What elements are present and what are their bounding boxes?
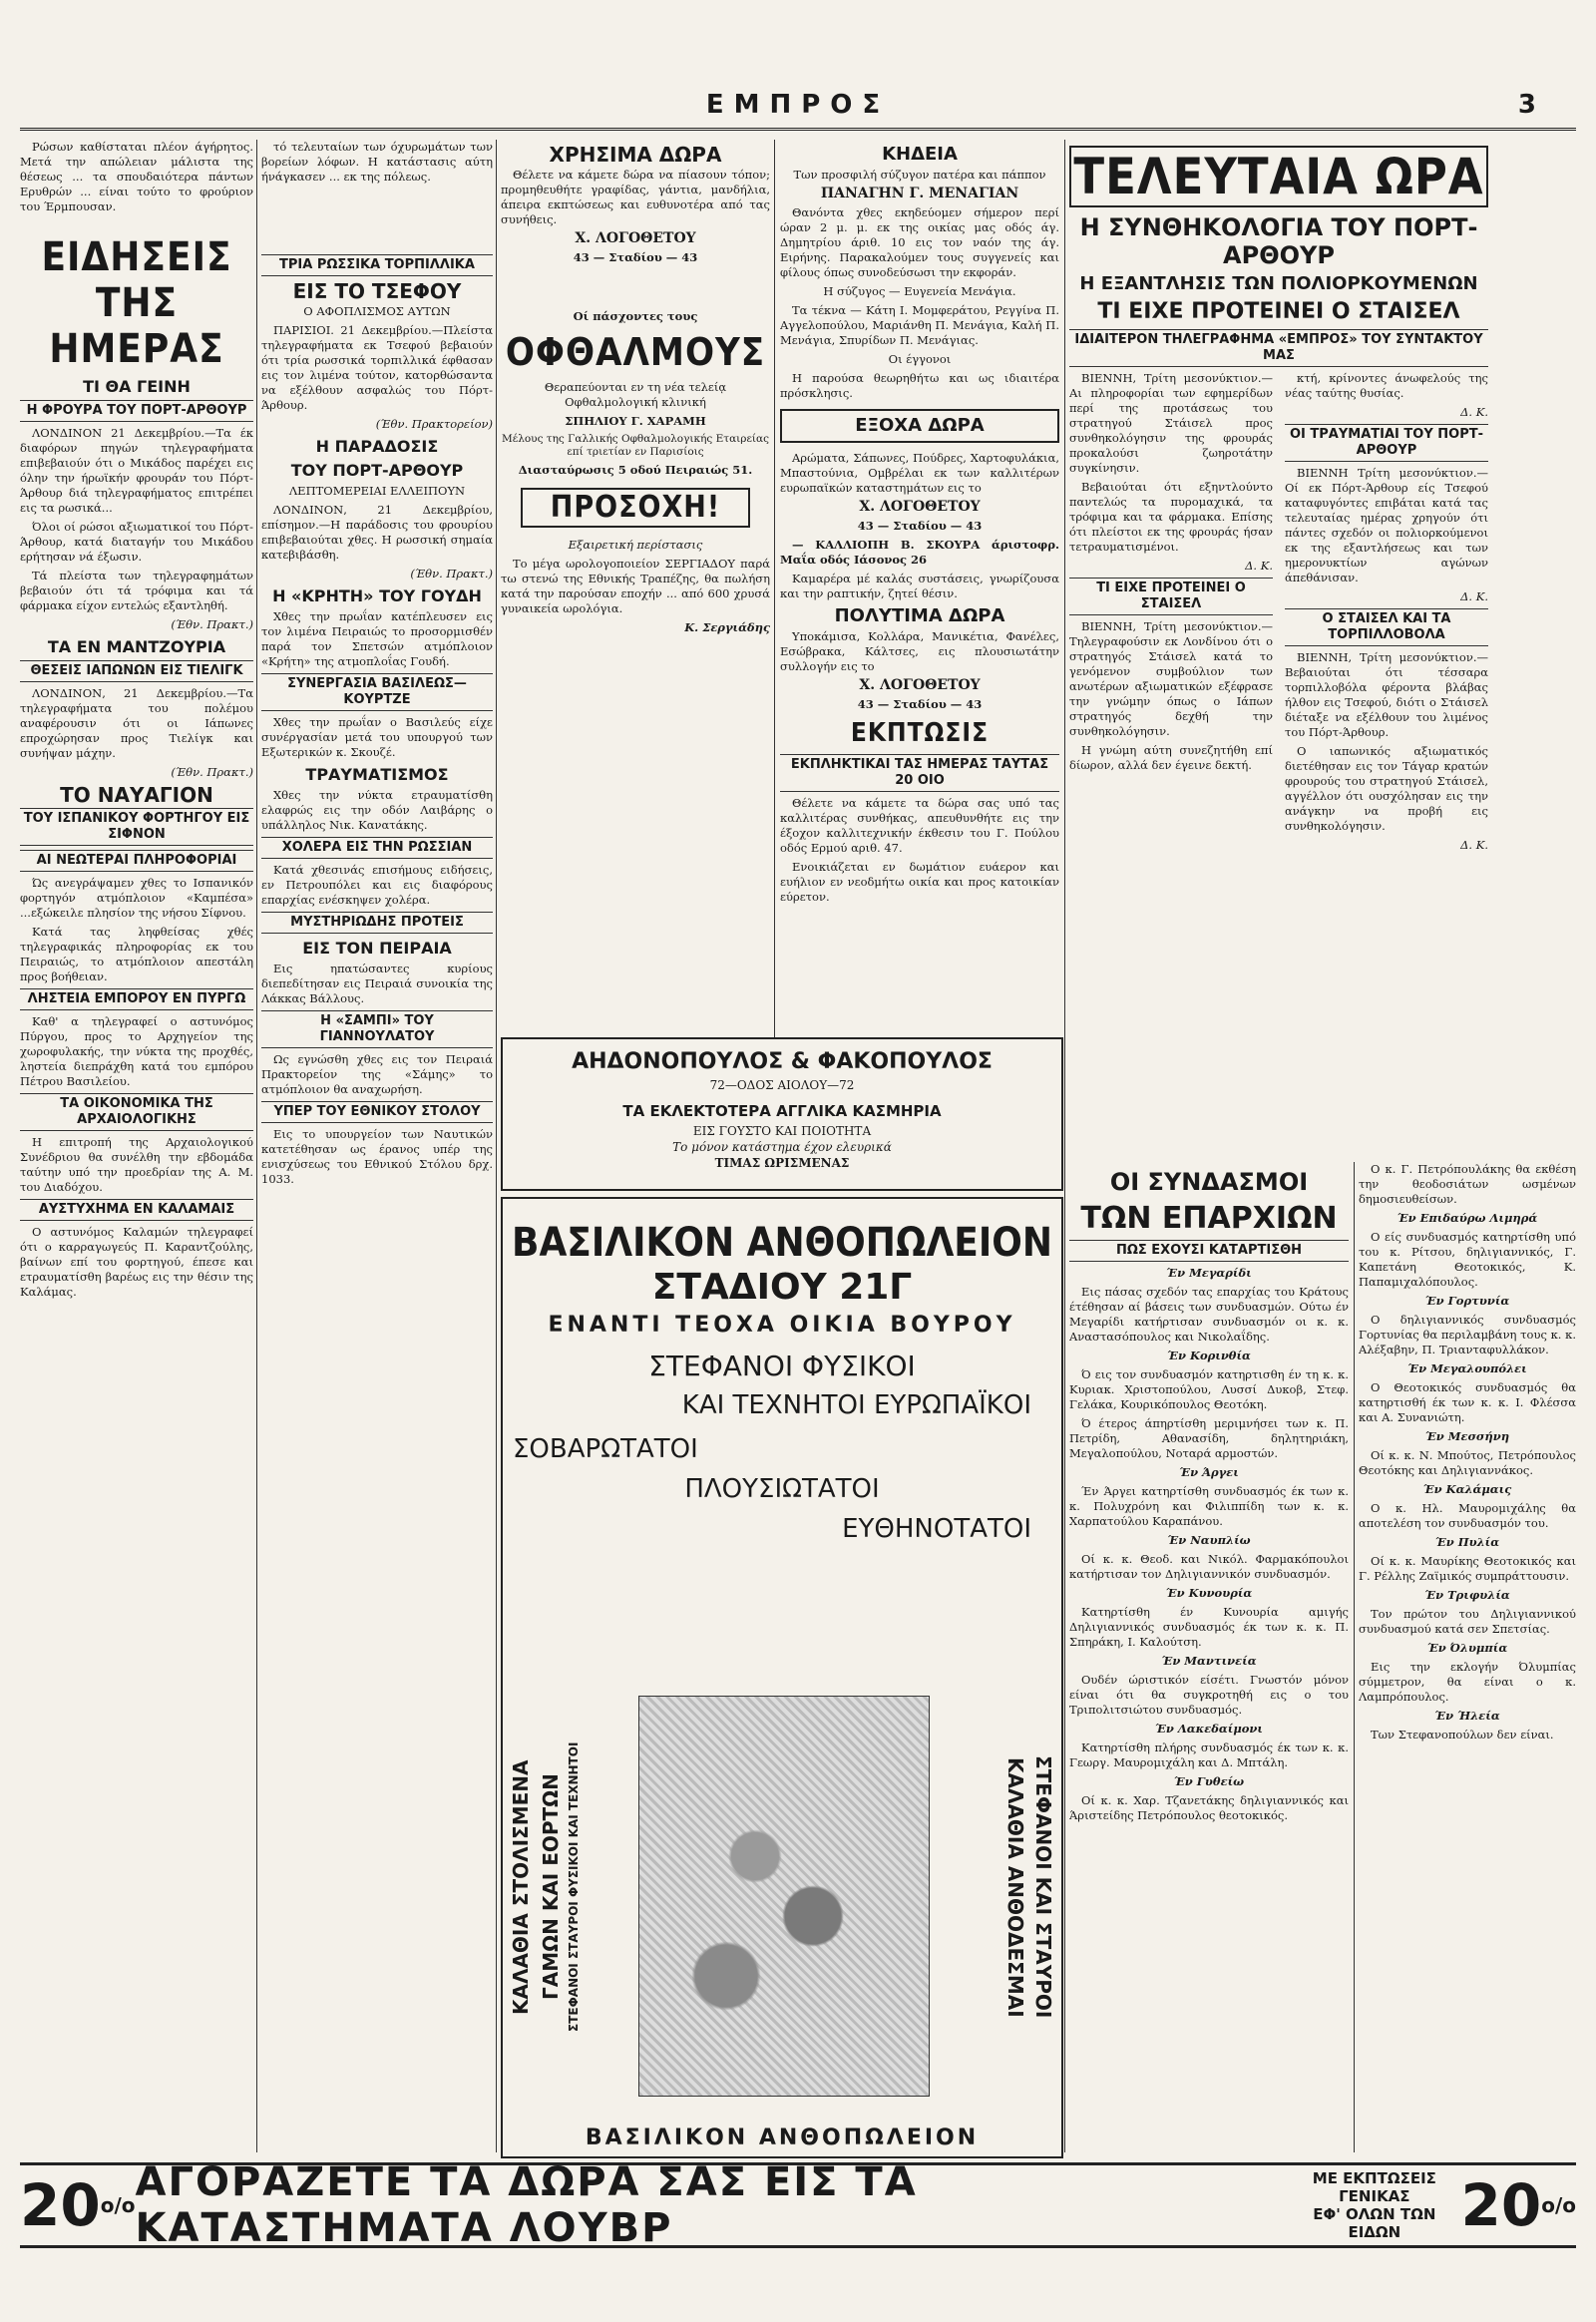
- discount-number: 20: [20, 2171, 101, 2239]
- article-text: Ο αστυνόμος Καλαμών τηλεγραφεί ότι ο καρραγωγεύς Π. Καραντζούλης, βαίνων επί του φορτηγού, έπεσε και ετραυματίσθη βαρέως εις την θέσιν της Καλάμας.: [20, 1225, 253, 1299]
- ad-vertical-text: ΣΤΕΦΑΝΟΙ ΚΑΙ ΣΤΑΥΡΟΙ: [1031, 1755, 1055, 2019]
- signature: Δ. Κ.: [1460, 589, 1488, 603]
- subheadline: Ο ΑΦΟΠΛΙΣΜΟΣ ΑΥΤΩΝ: [303, 304, 451, 318]
- ad-text: ΤΑ ΕΚΛΕΚΤΟΤΕΡΑ ΑΓΓΛΙΚΑ ΚΑΣΜΗΡΙΑ: [622, 1102, 942, 1120]
- region-heading: Έν Ήλεία: [1434, 1709, 1500, 1723]
- article-text: Η επιτροπή της Αρχαιολογικού Συνέδριου θα συνέλθη την εβδομάδα ταύτην υπό την προεδρίαν της Α. Μ. του Διαδόχου.: [20, 1135, 253, 1194]
- ad-text: ΕΥΘΗΝΟΤΑΤΟΙ: [842, 1514, 1031, 1544]
- source-credit: (Έθν. Πρακτορείον): [375, 417, 493, 431]
- region-heading: Έν Άργει: [1179, 1465, 1239, 1479]
- ad-title: ΟΦΘΑΛΜΟΥΣ: [505, 330, 766, 374]
- notice-text: Των προσφιλή σύζυγον πατέρα και πάππον: [793, 168, 1046, 182]
- percent-sign: o/o: [1541, 2193, 1576, 2217]
- ad-text: ΚΑΙ ΤΕΧΝΗΤΟΙ ΕΥΡΩΠΑΪΚΟΙ: [681, 1390, 1031, 1420]
- article-text: Οί κ. κ. Θεοδ. και Νικόλ. Φαρμακόπουλοι κατήρτισαν τον Δηλιγιαννικόν συνδυασμόν.: [1069, 1552, 1349, 1581]
- article-text: Εις πάσας σχεδόν τας επαρχίας του Κράτους έτέθησαν αί βάσεις των συνδυασμών. Ούτω έν Μεγαρίδι κατήρτισαν συνδυασμόν οι κ. κ. Αναστασόπουλος και Νικολαΐδης.: [1069, 1285, 1349, 1344]
- article-text: Οί κ. κ. Μαυρίκης Θεοτοκικός και Γ. Ρέλλης Ζαϊμικός συμπράττουσιν.: [1359, 1554, 1576, 1583]
- ad-footer: ΒΑΣΙΛΙΚΟΝ ΑΝΘΟΠΩΛΕΙΟΝ: [585, 2126, 980, 2150]
- article-text: Ο είς συνδυασμός κατηρτίσθη υπό του κ. Ρίτσου, δηλιγιαννικός, Γ. Καπετάνη Θεοτοκικός, Κ. Παπαμιχαλόπουλος.: [1359, 1230, 1576, 1289]
- column-7: [1359, 1162, 1576, 2152]
- ad-title: ΠΡΟΣΟΧΗ!: [521, 488, 750, 528]
- headline: ΤΙ ΕΙΧΕ ΠΡΟΤΕΙΝΕΙ Ο ΣΤΑΙΣΕΛ: [1069, 578, 1273, 615]
- ad-name: ΣΠΗΛΙΟΥ Γ. ΧΑΡΑΜΗ: [565, 414, 706, 428]
- ad-text: ΤΙΜΑΣ ΩΡΙΣΜΕΝΑΣ: [714, 1156, 850, 1170]
- headline: ΤΡΑΥΜΑΤΙΣΜΟΣ: [305, 765, 449, 784]
- article-text: Τον πρώτον του Δηλιγιαννικού συνδυασμού κατά σεν Σπετσίας.: [1359, 1607, 1576, 1636]
- source-credit: (Έθν. Πρακτ.): [171, 617, 253, 631]
- region-heading: Έν Γυθείω: [1173, 1774, 1245, 1788]
- article-text: ΒΙΕΝΝΗ, Τρίτη μεσονύκτιον.—Τηλεγραφούσιν εκ Λονδίνου ότι ο στρατηγός Στάισελ κατά το γενόμενον συμβούλιον των ανωτέρων αξιωματικών εξέφρασε την γνώμην όπως ο Ιάπων στρατηγός δεχθή την συνθηκολόγησιν.: [1069, 619, 1273, 738]
- ad-text: Οί πάσχοντες τους: [573, 309, 698, 323]
- headline: Η «ΚΡΗΤΗ» ΤΟΥ ΓΟΥΔΗ: [272, 586, 482, 605]
- subheadline: ΤΟΥ ΙΣΠΑΝΙΚΟΥ ΦΟΡΤΗΓΟΥ ΕΙΣ ΣΙΦΝΟΝ: [20, 808, 253, 846]
- article-text: Όλοι οί ρώσοι αξιωματικοί του Πόρτ-Άρθουρ, κατά διαταγήν του Μικάδου ερήτησαν νά έξωσιν.: [20, 520, 253, 564]
- article-text: Ό έτερος άπηρτίσθη μεριμνήσει των κ. Π. Πετρίδη, Αθανασίδη, δηλητηριάκη, Μεγαλοπούλου, Νοταρά αρμοστών.: [1069, 1416, 1349, 1460]
- article-text: Ο ιαπωνικός αξιωματικός διετέθησαν εις τον Τάγαρ κρατών φρουρούς του στρατηγού Στάισελ, αγγέλλον ότι ουσχόλησαν εις την ανάγκην να προβή εις συνθηκολόγησιν.: [1285, 744, 1488, 833]
- region-heading: Έν Πυλία: [1434, 1535, 1500, 1549]
- ad-address: 72—ΟΔΟΣ ΑΙΟΛΟΥ—72: [709, 1078, 855, 1092]
- headline: ΤΟ ΝΑΥΑΓΙΟΝ: [60, 783, 213, 807]
- headline: ΟΙ ΤΡΑΥΜΑΤΙΑΙ ΤΟΥ ΠΟΡΤ-ΑΡΘΟΥΡ: [1285, 424, 1488, 462]
- article-text: Κατά τας ληφθείσας χθές τηλεγραφικάς πληροφορίας εκ του Πειραιώς, το ατμόπλοιον απεστάλη προς βοήθειαν.: [20, 925, 253, 983]
- column-rule: [496, 140, 497, 2152]
- article-text: Ώς ανεγράψαμεν χθες το Ισπανικόν φορτηγόν ατμόπλοιον «Καμπέσα» ...εξώκειλε πλησίον της νήσου Σίφνου.: [20, 876, 253, 920]
- ad-text: Καμαρέρα μέ καλάς συστάσεις, γνωρίζουσα και την ραπτικήν, ζητεί θέσιν.: [780, 572, 1059, 600]
- column-6: [1069, 1162, 1349, 2152]
- article-text: Έν Άργει κατηρτίσθη συνδυασμός έκ των κ. κ. Πολυχρόνη και Φιλιππίδη των κ. κ. Χαρπατούλου Καραπάνου.: [1069, 1484, 1349, 1528]
- banner-note-line: ΕΦ' ΟΛΩΝ ΤΩΝ ΕΙΔΩΝ: [1313, 2205, 1436, 2241]
- ad-address: 43 — Σταδίου — 43: [857, 697, 983, 711]
- discount-left: [20, 2171, 136, 2239]
- source-credit: (Έθν. Πρακτ.): [171, 765, 253, 779]
- ad-title: ΧΡΗΣΙΜΑ ΔΩΡΑ: [549, 143, 722, 167]
- notice-text: Τα τέκνα — Κάτη Ι. Μομφεράτου, Ρεγγίνα Π. Αγγελοπούλου, Μαριάνθη Π. Μενάγια, Καλή Π. Μενάγια, Σπυρίδων Π. Μενάγιας.: [780, 303, 1059, 347]
- headline: ΤΩΝ ΕΠΑΡΧΙΩΝ: [1080, 1201, 1338, 1236]
- headline: ΟΙ ΣΥΝΔΑΣΜΟΙ: [1109, 1168, 1309, 1196]
- column-rule: [1354, 1162, 1355, 2152]
- article-text: τό τελευταίων των όχυρωμάτων των βορείων λόφων. Η κατάστασις αύτη ήνάγκασεν ... εκ της πόλεως.: [261, 140, 493, 184]
- ad-text: ΠΛΟΥΣΙΩΤΑΤΟΙ: [684, 1474, 880, 1504]
- column-rule: [256, 140, 257, 2152]
- ad-text: Μέλους της Γαλλικής Οφθαλμολογικής Εταιρείας επί τριετίαν εν Παρισίοις: [502, 433, 769, 458]
- discount-right: [1460, 2171, 1576, 2239]
- ad-address: Διασταύρωσις 5 οδού Πειραιώς 51.: [518, 463, 753, 477]
- ad-text: Το μόνον κατάστημα έχον ελευρικά: [672, 1140, 892, 1154]
- article-text: Ό εις τον συνδυασμόν κατηρτισθη έν τη κ. κ. Κυριακ. Χριστοπούλου, Λυσσί Δυκοβ, Στεφ. Γελάκα, Κουρικόπουλος Θεοτόκη.: [1069, 1367, 1349, 1411]
- newspaper-title: ΕΜΠΡΟΣ: [705, 90, 891, 120]
- headline: ΤΙ ΘΑ ΓΕΙΝΗ: [83, 377, 191, 396]
- ad-subtitle: ΕΚΠΛΗΚΤΙΚΑΙ ΤΑΣ ΗΜΕΡΑΣ ΤΑΥΤΑΣ 20 ΟΙΟ: [780, 754, 1059, 792]
- headline: ΧΟΛΕΡΑ ΕΙΣ ΤΗΝ ΡΩΣΣΙΑΝ: [261, 837, 493, 859]
- article-text: Χθες την νύκτα ετραυματίσθη ελαφρώς εις την οδόν Λαιβάρης ο υπάλληλος Νικ. Κανατάκης.: [261, 788, 493, 832]
- region-heading: Έν Ναυπλίω: [1167, 1533, 1251, 1547]
- page-number: 3: [1517, 90, 1536, 120]
- article-text: Οί κ. κ. Χαρ. Τζανετάκης δηλιγιαννικός και Άριστείδης Πετρόπουλος θεοτοκικός.: [1069, 1793, 1349, 1822]
- source-credit: (Έθν. Πρακτ.): [410, 567, 493, 580]
- notice-name: ΠΑΝΑΓΗΝ Γ. ΜΕΝΑΓΙΑΝ: [820, 186, 1019, 201]
- article-text: ΠΑΡΙΣΙΟΙ. 21 Δεκεμβρίου.—Πλείστα τηλεγραφήματα εκ Τσεφού βεβαιούν ότι τρία ρωσσικά τορπιλλικά έφθασαν εις τον λιμένα τούτον, κατορθώσαντα να εξέλθουν ασφαλώς του Πόρτ-Άρθουρ.: [261, 323, 493, 412]
- subheadline: Η ΕΞΑΝΤΛΗΣΙΣ ΤΩΝ ΠΟΛΙΟΡΚΟΥΜΕΝΩΝ: [1079, 273, 1478, 294]
- subheadline: ΘΕΣΕΙΣ ΙΑΠΩΝΩΝ ΕΙΣ ΤΙΕΛΙΓΚ: [20, 660, 253, 682]
- headline: ΤΑ ΟΙΚΟΝΟΜΙΚΑ ΤΗΣ ΑΡΧΑΙΟΛΟΓΙΚΗΣ: [20, 1093, 253, 1131]
- region-heading: Έν Τριφυλία: [1424, 1588, 1510, 1602]
- subheadline: ΙΔΙΑΙΤΕΡΟΝ ΤΗΛΕΓΡΑΦΗΜΑ «ΕΜΠΡΟΣ» ΤΟΥ ΣΥΝΤΑΚΤΟΥ ΜΑΣ: [1069, 329, 1488, 367]
- signature: Δ. Κ.: [1460, 405, 1488, 419]
- article-text: Ο δηλιγιαννικός συνδυασμός Γορτυνίας θα περιλαμβάνη τους κ. κ. Αλέξαβην, Π. Τριανταφυλλάκον.: [1359, 1313, 1576, 1356]
- headline: ΥΠΕΡ ΤΟΥ ΕΘΝΙΚΟΥ ΣΤΟΛΟΥ: [261, 1101, 493, 1123]
- ad-address: 43 — Σταδίου — 43: [573, 250, 698, 264]
- article-text: Ο Θεοτοκικός συνδυασμός θα κατηρτισθή έκ των κ. κ. Ι. Φλέσσα και Α. Συνανιώτη.: [1359, 1380, 1576, 1424]
- article-text: Ουδέν ώριστικόν είσέτι. Γνωστόν μόνον είναι ότι θα συγκροτηθή εις ο του Τριπολιτσιώτου συνδυασμός.: [1069, 1673, 1349, 1717]
- subheadline: Η ΦΡΟΥΡΑ ΤΟΥ ΠΟΡΤ-ΑΡΘΟΥΡ: [20, 400, 253, 422]
- article-text: Κατηρτίσθη πλήρης συνδυασμός έκ των κ. κ. Γεωργ. Μαυρομιχάλη και Δ. Μπτάλη.: [1069, 1741, 1349, 1769]
- article-text: Ο κ. Ηλ. Μαυρομιχάλης θα αποτελέση τον συνδυασμόν του.: [1359, 1501, 1576, 1530]
- article-text: Κατά χθεσινάς επισήμους ειδήσεις, εν Πετρουπόλει και εις διαφόρους επαρχίας ενέσκηψεν χολέρα.: [261, 863, 493, 907]
- article-text: κτή, κρίνοντες άνωφελούς της νέας ταύτης θυσίας.: [1285, 371, 1488, 400]
- region-heading: Έν Λακεδαίμονι: [1155, 1722, 1263, 1736]
- ad-name: Κ. Σεργιάδης: [684, 620, 770, 634]
- article-text: Οί κ. κ. Ν. Μπούτος, Πετρόπουλος Θεοτόκης και Δηλιγιαννάκος.: [1359, 1448, 1576, 1477]
- ad-name: Χ. ΛΟΓΟΘΕΤΟΥ: [859, 499, 981, 515]
- article-text: Ο κ. Γ. Πετρόπουλάκης θα εκθέση την θεοδοσιάτων ωσμένων δημοσιευθείσων.: [1359, 1162, 1576, 1206]
- headline: ΚΗΔΕΙΑ: [882, 144, 958, 165]
- article-text: Καθ' α τηλεγραφεί ο αστυνόμος Πύργου, προς το Αρχηγείον της χωροφυλακής, την νύκτα της προχθές, ληστεία διεπράχθη κατά του εμπόρου Πέτρου Βασιλείου.: [20, 1014, 253, 1088]
- masthead: [20, 88, 1576, 131]
- ad-text: — ΚΑΛΛΙΟΠΗ Β. ΣΚΟΥΡΑ άριστοφρ. Μαΐα οδός Ιάσονος 26: [780, 538, 1059, 567]
- subheadline: ΠΩΣ ΕΧΟΥΣΙ ΚΑΤΑΡΤΙΣΘΗ: [1069, 1240, 1349, 1262]
- headline: ΛΗΣΤΕΙΑ ΕΜΠΟΡΟΥ ΕΝ ΠΥΡΓΩ: [20, 988, 253, 1010]
- region-heading: Έν Μαντινεία: [1161, 1654, 1257, 1668]
- ad-text: ΣΟΒΑΡΩΤΑΤΟΙ: [513, 1434, 698, 1464]
- column-rule: [774, 140, 775, 1152]
- article-text: ΒΙΕΝΝΗ Τρίτη μεσονύκτιον.—Οί εκ Πόρτ-Άρθουρ είς Τσεφού καταφυγόντες επιβάται κατά τας τελευταίας ημέρας χρηγούν ότι πάντες σχεδόν οι πολιορκούμενοι εκ της εξαντλήσεως και των ημερονυκτίων αγώνων άπεθάνισαν.: [1285, 466, 1488, 584]
- ad-text: Ενοικιάζεται εν δωμάτιον ευάερον και ευήλιον εν νεοδμήτω οικία και προς κατοικίαν εύρετον.: [780, 860, 1059, 904]
- ad-text: ΣΤΕΦΑΝΟΙ ΦΥΣΙΚΟΙ: [648, 1350, 916, 1382]
- headline: ΤΡΙΑ ΡΩΣΣΙΚΑ ΤΟΡΠΙΛΛΙΚΑ: [261, 254, 493, 276]
- headline: ΜΥΣΤΗΡΙΩΔΗΣ ΠΡΟΤΕΙΣ: [261, 912, 493, 934]
- article-text: Εις ηπατώσαντες κυρίους διεπεδίτησαν εις Πειραιά συνοικία της Λάκκας Βάλλους.: [261, 962, 493, 1005]
- ad-name: Χ. ΛΟΓΟΘΕΤΟΥ: [575, 230, 696, 246]
- subheadline: ΤΙ ΕΙΧΕ ΠΡΟΤΕΙΝΕΙ Ο ΣΤΑΙΣΕΛ: [1097, 299, 1460, 324]
- article-text: Κατηρτίσθη έν Κυνουρία αμιγής Δηλιγιαννικός συνδυασμός έκ των κ. κ. Π. Σπηράκη, Ι. Καλούτση.: [1069, 1605, 1349, 1649]
- article-text: ΛΟΝΔΙΝΟΝ, 21 Δεκεμβρίου.—Τα τηλεγραφήματα του πολέμου αναφέρουσιν ότι οι Ιάπωνες επροχώρησαν προς Τιελίγκ και συνήψαν μάχην.: [20, 686, 253, 760]
- section-heading: ΕΙΔΗΣΕΙΣ ΤΗΣ ΗΜΕΡΑΣ: [41, 234, 232, 372]
- article-text: Εις την εκλογήν Όλυμπίας σύμμετρον, θα είναι ο κ. Λαμπρόπουλος.: [1359, 1660, 1576, 1704]
- article-text: ΒΙΕΝΝΗ, Τρίτη μεσονύκτιον.—Βεβαιούται ότι τέσσαρα τορπιλλοβόλα φέροντα βλάβας ήλθον εις Τσεφού, διότι ο Στάισελ διέταξε να εξέλθουν του λιμένος του Πόρτ-Άρθουρ.: [1285, 650, 1488, 739]
- headline: ΑΥΣΤΥΧΗΜΑ ΕΝ ΚΑΛΑΜΑΙΣ: [20, 1199, 253, 1221]
- article-text: Των Στεφανοπούλων δεν είναι.: [1371, 1728, 1554, 1742]
- ad-address: 43 — Σταδίου — 43: [857, 519, 983, 533]
- region-heading: Έν Όλυμπία: [1426, 1641, 1508, 1655]
- ad-title: ΑΗΔΟΝΟΠΟΥΛΟΣ & ΦΑΚΟΠΟΥΛΟΣ: [572, 1049, 993, 1074]
- ad-vertical-text: ΣΤΕΦΑΝΟΙ ΣΤΑΥΡΟΙ ΦΥΣΙΚΟΙ ΚΑΙ ΤΕΧΝΗΤΟΙ: [567, 1742, 581, 2033]
- ad-text: Θέλετε να κάμετε τα δώρα σας υπό τας καλλιτέρας συνθήκας, απευθυνθήτε εις την έξοχον καλλιτεχνικήν έκθεσιν του Γ. Πούλου οδός Ερμού αριθ. 47.: [780, 796, 1059, 855]
- column-5: [1069, 140, 1488, 1145]
- ad-text: Το μέγα ωρολογοποιείον ΣΕΡΓΙΑΔΟΥ παρά τω στενώ της Εθνικής Τραπέζης, θα πωλήση κατά την παρούσαν εποχήν ... από 600 χρυσά γυναικεία ωρολόγια.: [501, 557, 770, 615]
- headline: ΣΥΝΕΡΓΑΣΙΑ ΒΑΣΙΛΕΩΣ—ΚΟΥΡΤΖΕ: [261, 673, 493, 711]
- article-text: Βεβαιούται ότι εξηντλούντο παντελώς τα πυρομαχικά, τα τρόφιμα και τα φάρμακα. Επίσης ότι πλείστοι εκ της φρουράς ήσαν τετραυματισμένοι.: [1069, 480, 1273, 554]
- article-text: ΒΙΕΝΝΗ, Τρίτη μεσονύκτιον.—Αι πληροφορίαι των εφημερίδων περί της προτάσεως του στρατηγού Στάισελ προς συνθηκολόγησιν της φρουράς προκαλούσι ζωηροτάτην συγκίνησιν.: [1069, 371, 1273, 475]
- article-text: Ως εγνώσθη χθες εις τον Πειραιά Πρακτορείον της «Σάμης» το ατμόπλοιον θα αναχωρήση.: [261, 1052, 493, 1096]
- subheadline: ΑΙ ΝΕΩΤΕΡΑΙ ΠΛΗΡΟΦΟΡΙΑΙ: [20, 850, 253, 872]
- subheadline: ΛΕΠΤΟΜΕΡΕΙΑΙ ΕΛΛΕΙΠΟΥΝ: [288, 484, 466, 498]
- ad-address: ΣΤΑΔΙΟΥ 21Γ: [651, 1267, 913, 1308]
- ad-text: Θέλετε να κάμετε δώρα να πίασουν τόπον; προμηθευθήτε γραφίδας, γάντια, μανδήλια, άπειρα εκπτώσεως και ευθυνοτέρα από τας συνήθεις.: [501, 168, 770, 226]
- column-rule: [1064, 140, 1065, 2152]
- notice-text: Θανόντα χθες εκηδεύομεν σήμερον περί ώραν 2 μ. μ. εκ της οικίας μας οδός άγ. Δημητρίου άριθ. 10 εις τον ναόν της άγ. Ειρήνης. Παρακαλούμεν τους συγγενείς και φίλους όπως συνοδεύσωσι την εκφοράν.: [780, 205, 1059, 279]
- column-4: [780, 140, 1059, 1152]
- column-3: [501, 140, 770, 658]
- ad-vertical-text: ΚΑΛΑΘΙΑ ΣΤΟΛΙΣΜΕΝΑ: [509, 1759, 533, 2015]
- headline: Η «ΣΑΜΠΙ» ΤΟΥ ΓΙΑΝΝΟΥΛΑΤΟΥ: [261, 1010, 493, 1048]
- discount-number: 20: [1460, 2171, 1542, 2239]
- column-2: [261, 140, 493, 2152]
- flower-bouquet-illustration: [638, 1696, 930, 2097]
- region-heading: Έν Καλάμαις: [1422, 1482, 1512, 1496]
- headline: Η ΠΑΡΑΔΟΣΙΣ: [315, 437, 439, 456]
- ad-title: ΠΟΛΥΤΙΜΑ ΔΩΡΑ: [834, 605, 1005, 626]
- section-heading: ΤΕΛΕΥΤΑΙΑ ΩΡΑ: [1069, 146, 1488, 207]
- article-text: Ρώσων καθίσταται πλέον άγήρητος. Μετά την απώλειαν μάλιστα της θέσεως ... τα σπουδαιότερα πάντων Ερυθρών ... είναι τούτο το φρούριον του Έρμπουσαν.: [20, 140, 253, 213]
- region-heading: Έν Μεγαλουπόλει: [1407, 1361, 1527, 1375]
- banner-note-line: ΜΕ ΕΚΠΤΩΣΕΙΣ ΓΕΝΙΚΑΣ: [1312, 2169, 1436, 2205]
- region-heading: Έν Μεσσήνη: [1424, 1429, 1510, 1443]
- percent-sign: o/o: [100, 2193, 136, 2217]
- column-1: [20, 140, 253, 2152]
- article-text: ΛΟΝΔΙΝΟΝ, 21 Δεκεμβρίου, επίσημον.—Η παράδοσις του φρουρίου επιβεβαιούται χθες. Η ρωσσική σημαία κατεβιβάσθη.: [261, 503, 493, 562]
- article-text: Χθες την πρωΐαν κατέπλευσεν εις τον λιμένα Πειραιώς το προσορμισθέν παρά τον Σπετσών ατμόπλοιον «Κρήτη» της ατμοπλοΐας Γουδή.: [261, 609, 493, 668]
- region-heading: Έν Μεγαρίδι: [1166, 1266, 1252, 1280]
- ad-title: ΕΞΟΧΑ ΔΩΡΑ: [780, 409, 1059, 443]
- subheadline: ΕΙΣ ΤΟ ΤΣΕΦΟΥ: [292, 279, 462, 303]
- notice-text: Η παρούσα θεωρηθήτω και ως ιδιαιτέρα πρόσκλησις.: [780, 371, 1059, 400]
- headline: Η ΣΥΝΘΗΚΟΛΟΓΙΑ ΤΟΥ ΠΟΡΤ-ΑΡΘΟΥΡ: [1079, 213, 1478, 269]
- advertisement-kasmiria: [501, 1037, 1063, 1191]
- ad-text: Εξαιρετική περίστασις: [568, 538, 703, 552]
- banner-note: [1288, 2169, 1460, 2241]
- ad-title: ΒΑΣΙΛΙΚΟΝ ΑΝΘΟΠΩΛΕΙΟΝ: [512, 1220, 1052, 1266]
- notice-text: Η σύζυγος — Ευγενεία Μενάγια.: [823, 284, 1016, 298]
- headline: ΤΑ ΕΝ ΜΑΝΤΖΟΥΡΙΑ: [47, 637, 226, 656]
- ad-text: Υποκάμισα, Κολλάρα, Μανικέτια, Φανέλες, Εσώβρακα, Κάλτσες, εις πλουσιωτάτην συλλογήν εις το: [780, 629, 1059, 673]
- region-heading: Έν Κορινθία: [1167, 1349, 1251, 1362]
- article-text: Η γνώμη αύτη συνεζητήθη επί δίωρον, αλλά δεν έγεινε δεκτή.: [1069, 743, 1273, 772]
- subheadline: ΕΙΣ ΤΟΝ ΠΕΙΡΑΙΑ: [302, 939, 452, 958]
- region-heading: Έν Γορτυνία: [1424, 1294, 1510, 1308]
- advertisement-louvre-banner: [20, 2159, 1576, 2251]
- ad-name: Χ. ΛΟΓΟΘΕΤΟΥ: [859, 677, 981, 693]
- subheadline: ΤΟΥ ΠΟΡΤ-ΑΡΘΟΥΡ: [290, 461, 464, 480]
- ad-text: Αρώματα, Σάπωνες, Πούδρες, Χαρτοφυλάκια, Μπαστούνια, Ομβρέλαι εκ των καλλιτέρων ευρωπαϊκών καταστημάτων εις το: [780, 451, 1059, 495]
- article-text: Τά πλείστα των τηλεγραφημάτων βεβαιούν ότι τά τρόφιμα και τά φάρμακα είχον εντελώς εξαντληθή.: [20, 569, 253, 612]
- article-text: ΛΟΝΔΙΝΟΝ 21 Δεκεμβρίου.—Τα έκ διαφόρων πηγών τηλεγραφήματα επιβεβαιούν ότι ο Μικάδος παρέχει εις όλην την ήρωϊκήν φρουράν του Πόρτ-Άρθουρ διά τηλεγραφήματος επιτρέπει εις τα ρωσικά...: [20, 426, 253, 515]
- article-text: Χθες την πρωΐαν ο Βασιλεύς είχε συνέργασίαν μετά του υπουργού των Εξωτερικών κ. Σκουζέ.: [261, 715, 493, 759]
- headline: Ο ΣΤΑΙΣΕΛ ΚΑΙ ΤΑ ΤΟΡΠΙΛΛΟΒΟΛΑ: [1285, 608, 1488, 646]
- signature: Δ. Κ.: [1460, 838, 1488, 852]
- ad-text: Θεραπεύονται εν τη νέα τελείᾳ Οφθαλμολογική κλινική: [544, 380, 727, 409]
- ad-title: ΕΚΠΤΩΣΙΣ: [850, 718, 990, 748]
- ad-vertical-text: ΚΑΛΑΘΙΑ ΑΝΘΟΔΕΣΜΑΙ: [1003, 1756, 1027, 2018]
- banner-text: ΑΓΟΡΑΖΕΤΕ ΤΑ ΔΩΡΑ ΣΑΣ ΕΙΣ ΤΑ ΚΑΤΑΣΤΗΜΑΤΑ ΛΟΥΒΡ: [135, 2159, 918, 2251]
- region-heading: Έν Επιδαύρω Λιμηρά: [1396, 1211, 1538, 1225]
- signature: Δ. Κ.: [1245, 559, 1273, 573]
- ad-vertical-text: ΓΑΜΩΝ ΚΑΙ ΕΟΡΤΩΝ: [539, 1773, 563, 2001]
- ad-subtitle: ΕΝΑΝΤΙ ΤΕΟΧΑ ΟΙΚΙΑ ΒΟΥΡΟΥ: [548, 1313, 1016, 1338]
- notice-text: Οι έγγονοι: [888, 352, 952, 366]
- ad-text: ΕΙΣ ΓΟΥΣΤΟ ΚΑΙ ΠΟΙΟΤΗΤΑ: [692, 1124, 872, 1138]
- region-heading: Έν Κυνουρία: [1165, 1586, 1253, 1600]
- article-text: Εις το υπουργείον των Ναυτικών κατετέθησαν ως έρανος υπέρ της ενισχύσεως του Εθνικού Στόλου δρχ. 1033.: [261, 1127, 493, 1186]
